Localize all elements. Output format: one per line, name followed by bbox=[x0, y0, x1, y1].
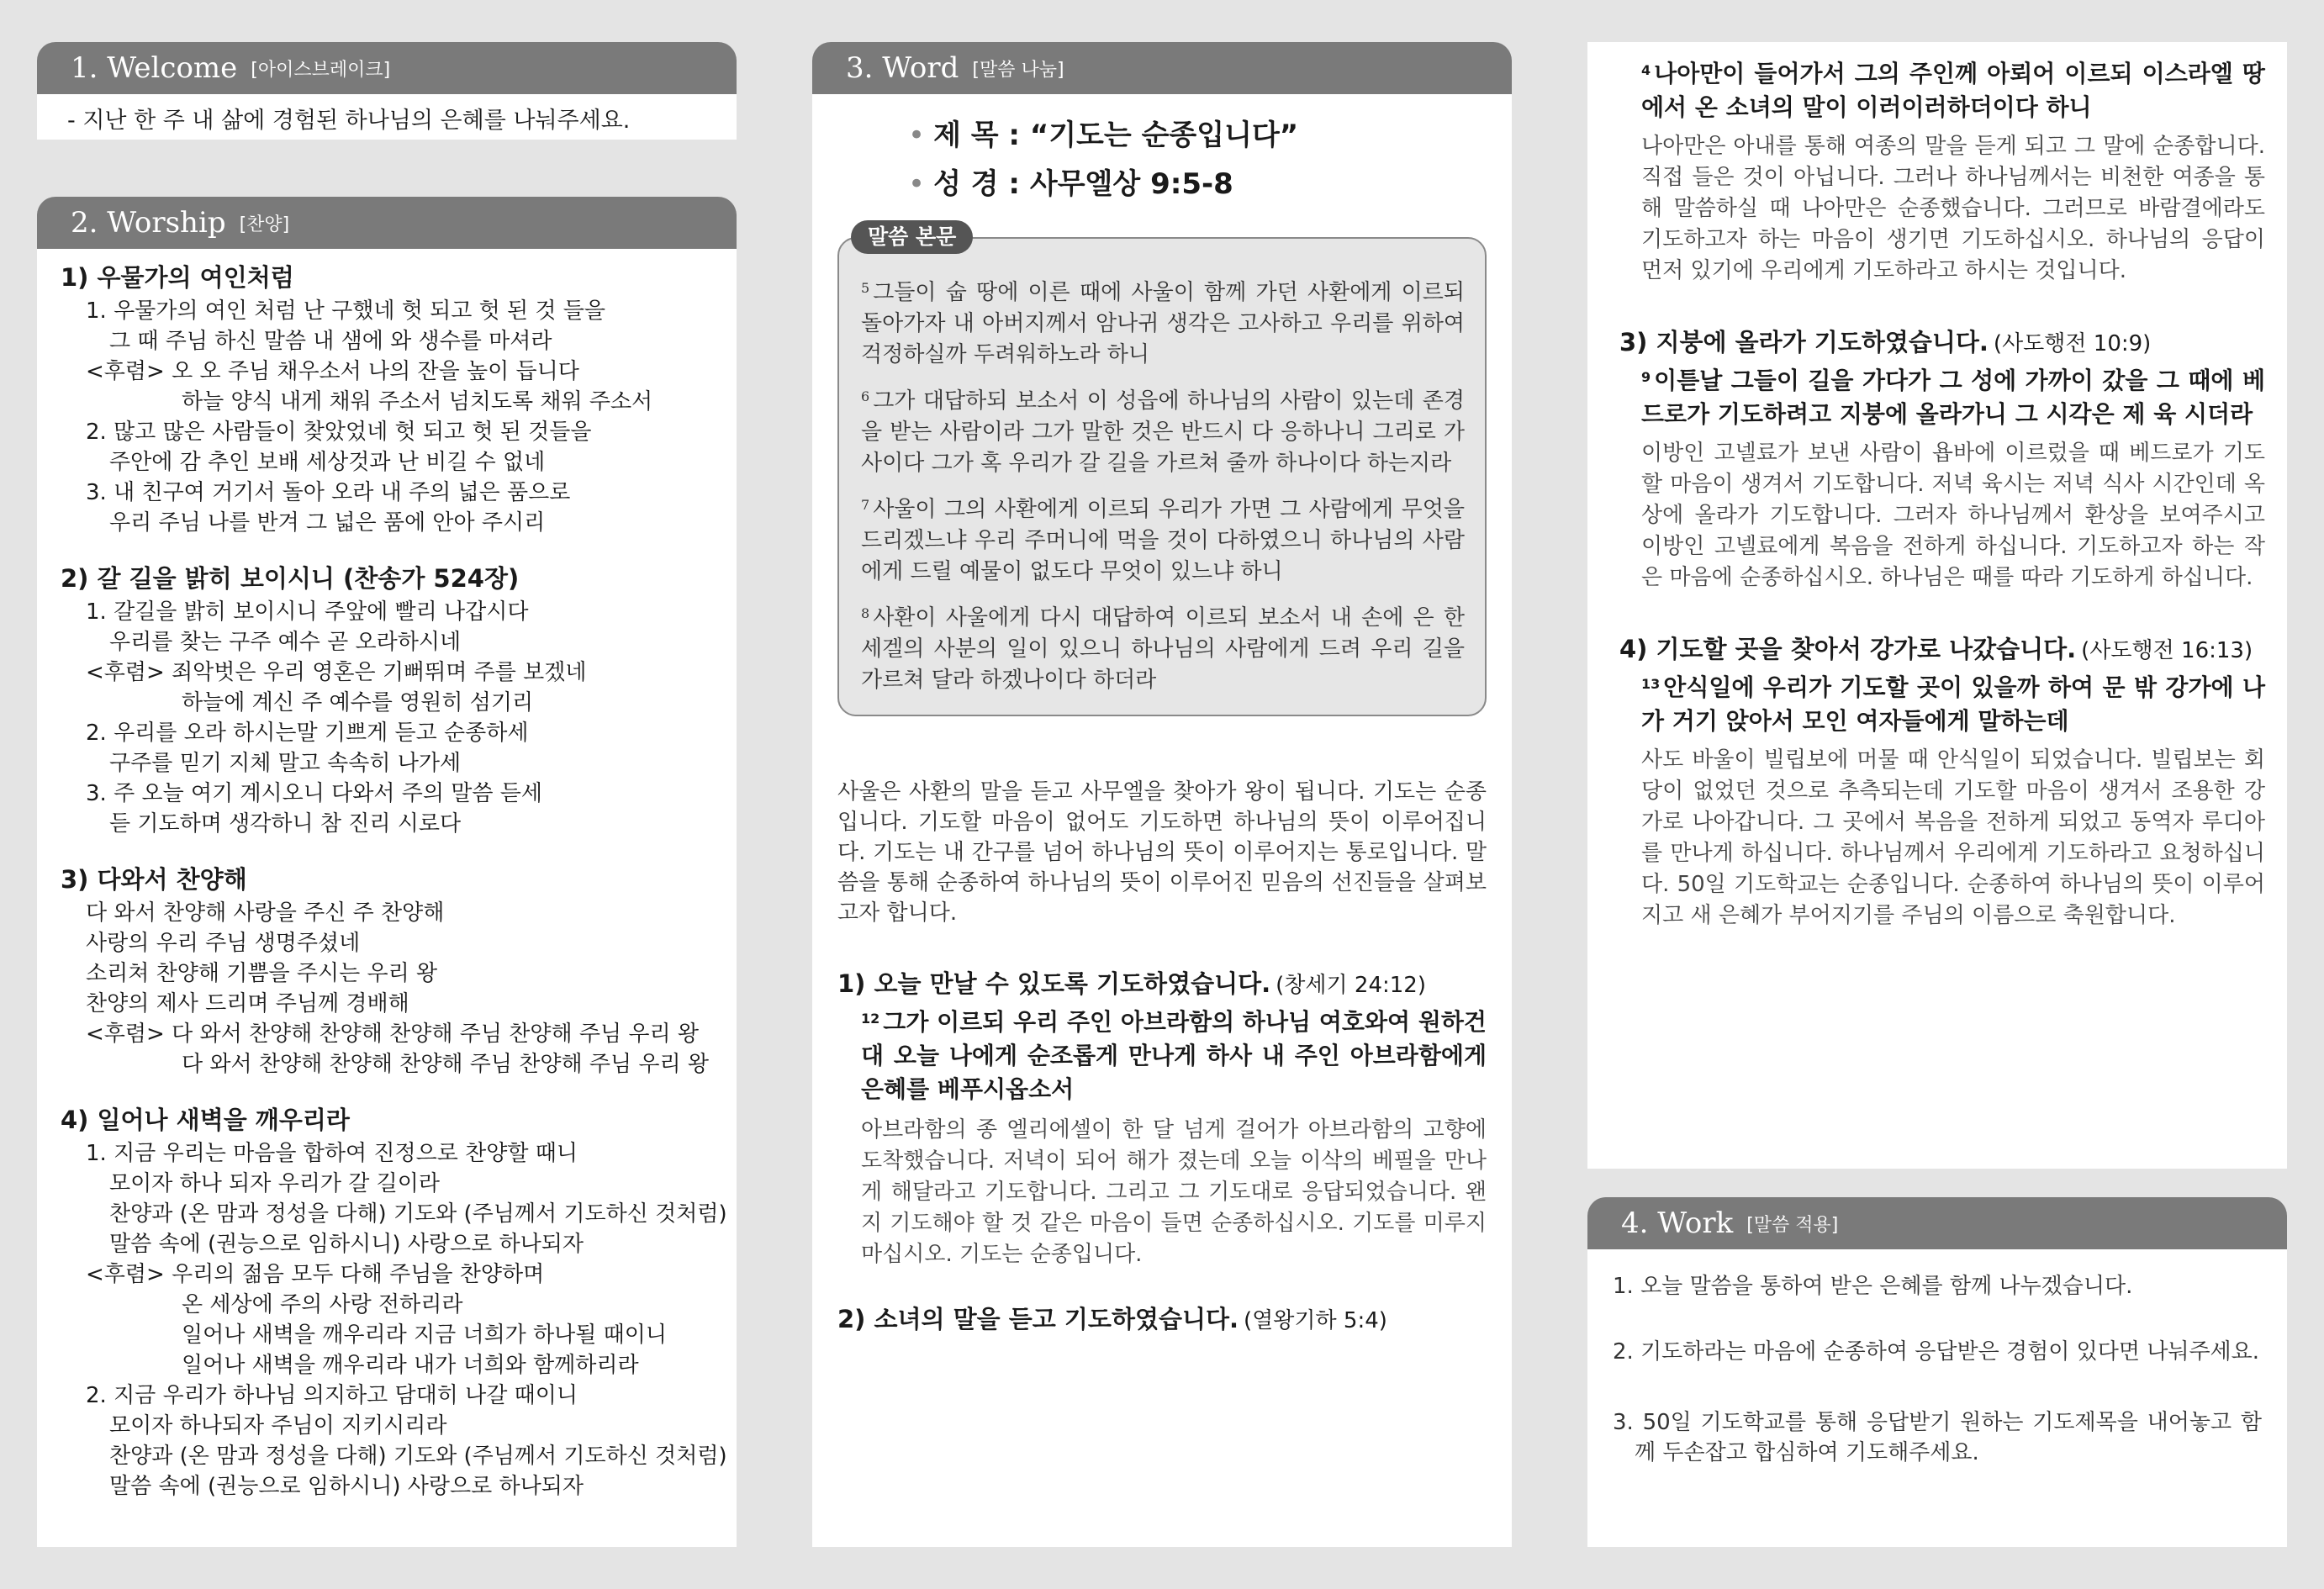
welcome-title: 1. Welcome bbox=[71, 51, 238, 85]
welcome-text: - 지난 한 주 내 삶에 경험된 하나님의 은혜를 나눠주세요. bbox=[67, 108, 631, 134]
song-line: 다 와서 찬양해 사랑을 주신 주 찬양해 bbox=[86, 900, 445, 926]
song-title: 2) 갈 길을 밝히 보이시니 (찬송가 524장) bbox=[61, 564, 520, 593]
point-4-ref: (사도행전 16:13) bbox=[2081, 638, 2253, 663]
work-item-3: 3. 50일 기도학교를 통해 응답받기 원하는 기도제목을 내어놓고 함께 두손잡고 합심하여 기도해주세요. bbox=[1613, 1410, 2262, 1465]
song-line: 구주를 믿기 지체 말고 속속히 나가세 bbox=[109, 751, 462, 776]
welcome-subtitle: [아이스브레이크] bbox=[251, 59, 391, 81]
song-line: 1. 갈길을 밝히 보이시니 주앞에 빨리 나갑시다 bbox=[86, 599, 529, 625]
song-line: 2. 지금 우리가 하나님 의지하고 담대히 나갈 때이니 bbox=[86, 1383, 578, 1408]
song-line: 3. 내 친구여 거기서 돌아 오라 내 주의 넓은 품으로 bbox=[86, 480, 571, 505]
point-1 bbox=[837, 967, 1487, 1270]
song-line: 주안에 감 추인 보배 세상것과 난 비길 수 없네 bbox=[109, 450, 546, 475]
song-4 bbox=[61, 1103, 727, 1502]
song-line: 말씀 속에 (권능으로 임하시니) 사랑으로 하나되자 bbox=[109, 1232, 584, 1257]
song-line: 우리를 찾는 구주 예수 곧 오라하시네 bbox=[109, 630, 462, 655]
song-line: 그 때 주님 하신 말씀 내 샘에 와 생수를 마셔라 bbox=[109, 329, 552, 354]
point-1-ref: (창세기 24:12) bbox=[1276, 973, 1426, 998]
sermon-intro: 사울은 사환의 말을 듣고 사무엘을 찾아가 왕이 됩니다. 기도는 순종입니다. 기도할 마음이 없어도 기도하면 하나님의 뜻이 이루어집니다. 기도는 내 간구를 넘어 하나님의 뜻이 이루어지는 통로입니다. 말씀을 통해 순종하여 하나님의 뜻이 이루어진 믿음의 선진들을 살펴보고자 합니다. bbox=[837, 779, 1487, 926]
song-line: 1. 지금 우리는 마음을 합하여 진정으로 찬양할 때니 bbox=[86, 1141, 578, 1166]
point-1-explanation: 아브라함의 종 엘리에셀이 한 달 넘게 걸어가 아브라함의 고향에 도착했습니다. 저녁이 되어 해가 졌는데 오늘 이삭의 베필을 만나게 해달라고 기도합니다. 그리고 그 기도대로 응답되었습니다. 왠지 기도해야 할 것 같은 마음이 들면 순종하십시오. 기도를 미루지 마십시오. 기도는 순종입니다. bbox=[861, 1117, 1487, 1267]
passage-label: 말씀 본문 bbox=[851, 220, 973, 254]
scripture-passage bbox=[837, 224, 1487, 716]
worship-title: 2. Worship bbox=[71, 206, 226, 240]
worship-subtitle: [찬양] bbox=[239, 214, 290, 235]
song-2 bbox=[61, 562, 710, 839]
point-4-verse: $^{13}$ 안식일에 우리가 기도할 곳이 있을까 하여 문 밖 강가에 나가 거기 앉아서 모인 여자들에게 말하는데 bbox=[1641, 673, 2265, 735]
song-line: 소리쳐 찬양해 기쁨을 주시는 우리 왕 bbox=[86, 961, 438, 986]
passage-verse: $^8$ 사환이 사울에게 다시 대답하여 이르되 보소서 내 손에 은 한 세겔의 사분의 일이 있으니 하나님의 사람에게 드려 우리 길을 가르쳐 달라 하겠나이다 하더라 bbox=[861, 605, 1465, 693]
word-title: 3. Word bbox=[846, 51, 959, 85]
sermon-scripture: • 성 경 : 사무엘상 9:5-8 bbox=[908, 167, 1233, 201]
song-title: 1) 우물가의 여인처럼 bbox=[61, 263, 294, 292]
song-line: 1. 우물가의 여인 처럼 난 구했네 헛 되고 헛 된 것 들을 bbox=[86, 298, 606, 324]
point-2-ref: (열왕기하 5:4) bbox=[1244, 1308, 1387, 1333]
point-4-heading: 4) 기도할 곳을 찾아서 강가로 나갔습니다. bbox=[1619, 635, 2077, 663]
song-line: 찬양과 (온 맘과 정성을 다해) 기도와 (주님께서 기도하신 것처럼) bbox=[109, 1444, 727, 1469]
point-2-heading: 2) 소녀의 말을 듣고 기도하였습니다. bbox=[837, 1305, 1239, 1333]
song-line: <후렴> 오 오 주님 채우소서 나의 잔을 높이 듭니다 bbox=[86, 359, 579, 384]
song-line: 말씀 속에 (권능으로 임하시니) 사랑으로 하나되자 bbox=[109, 1474, 584, 1499]
worship-section bbox=[37, 197, 737, 1547]
point-2-explanation: 나아만은 아내를 통해 여종의 말을 듣게 되고 그 말에 순종합니다. 직접 들은 것이 아닙니다. 그러나 하나님께서는 비천한 여종을 통해 말씀하실 때 나아만은 순종했습니다. 그러므로 바람결에라도 기도하고자 하는 마음이 생기면 기도하십시오. 하나님의 응답이 먼저 있기에 우리에게 기도하라고 하시는 것입니다. bbox=[1641, 134, 2265, 283]
word-continued-section bbox=[1587, 42, 2287, 1169]
passage-verse: $^7$ 사울이 그의 사환에게 이르되 우리가 가면 그 사람에게 무엇을 드리겠느냐 우리 주머니에 먹을 것이 다하였으니 하나님의 사람에게 드릴 예물이 없도다 무엇이 있느냐 하니 bbox=[861, 497, 1465, 584]
song-line: 일어나 새벽을 깨우리라 지금 너희가 하나될 때이니 bbox=[182, 1322, 668, 1348]
song-line: 일어나 새벽을 깨우리라 내가 너희와 함께하리라 bbox=[182, 1353, 639, 1378]
song-line: 모이자 하나 되자 우리가 갈 길이라 bbox=[109, 1171, 440, 1196]
song-line: 하늘에 계신 주 예수를 영원히 섬기리 bbox=[182, 690, 534, 715]
song-1 bbox=[61, 261, 710, 538]
song-line: 다 와서 찬양해 찬양해 찬양해 주님 찬양해 주님 우리 왕 bbox=[182, 1052, 709, 1077]
work-item-1: 1. 오늘 말씀을 통하여 받은 은혜를 함께 나누겠습니다. bbox=[1613, 1274, 2133, 1299]
welcome-header bbox=[37, 42, 737, 94]
passage-verse: $^5$ 그들이 숩 땅에 이른 때에 사울이 함께 가던 사환에게 이르되 돌아가자 내 아버지께서 암나귀 생각은 고사하고 우리를 위하여 걱정하실까 두려워하노라 하니 bbox=[861, 280, 1465, 367]
song-line: 모이자 하나되자 주님이 지키시리라 bbox=[109, 1413, 447, 1439]
word-subtitle: [말씀 나눔] bbox=[972, 59, 1064, 81]
word-section bbox=[812, 42, 1512, 1547]
word-header bbox=[812, 42, 1512, 94]
song-line: 3. 주 오늘 여기 계시오니 다와서 주의 말씀 듣세 bbox=[86, 781, 543, 806]
welcome-section bbox=[37, 42, 737, 140]
song-line: <후렴> 죄악벗은 우리 영혼은 기뻐뛰며 주를 보겠네 bbox=[86, 660, 587, 685]
work-header bbox=[1587, 1197, 2287, 1249]
work-section bbox=[1587, 1197, 2287, 1547]
song-line: 온 세상에 주의 사랑 전하리라 bbox=[182, 1292, 463, 1317]
work-title: 4. Work bbox=[1621, 1206, 1734, 1240]
point-1-heading: 1) 오늘 만날 수 있도록 기도하였습니다. bbox=[837, 969, 1271, 998]
song-line: 찬양의 제사 드리며 주님께 경배해 bbox=[86, 991, 409, 1016]
song-line: <후렴> 우리의 젊음 모두 다해 주님을 찬양하며 bbox=[86, 1262, 545, 1287]
passage-verse: $^6$ 그가 대답하되 보소서 이 성읍에 하나님의 사람이 있는데 존경을 받는 사람이라 그가 말한 것은 반드시 다 응하나니 그리로 가사이다 그가 혹 우리가 갈 길을 가르쳐 줄까 하나이다 하는지라 bbox=[861, 388, 1465, 476]
song-line: 2. 우리를 오라 하시는말 기쁘게 듣고 순종하세 bbox=[86, 721, 529, 746]
work-item-2: 2. 기도하라는 마음에 순종하여 응답받은 경험이 있다면 나눠주세요. bbox=[1613, 1339, 2260, 1365]
point-4 bbox=[1619, 632, 2265, 932]
sermon-topic: • 제 목 : “기도는 순종입니다” bbox=[908, 119, 1299, 152]
point-2-verse: $^4$ 나아만이 들어가서 그의 주인께 아뢰어 이르되 이스라엘 땅에서 온 소녀의 말이 이러이러하더이다 하니 bbox=[1641, 60, 2265, 121]
worship-header bbox=[37, 197, 737, 249]
point-3-heading: 3) 지붕에 올라가 기도하였습니다. bbox=[1619, 328, 1989, 356]
point-1-verse: $^{12}$ 그가 이르되 우리 주인 아브라함의 하나님 여호와여 원하건대 오늘 나에게 순조롭게 만나게 하사 내 주인 아브라함에게 은혜를 베푸시옵소서 bbox=[861, 1008, 1487, 1103]
point-3-ref: (사도행전 10:9) bbox=[1993, 331, 2152, 356]
song-line: 2. 많고 많은 사람들이 찾았었네 헛 되고 헛 된 것들을 bbox=[86, 420, 592, 445]
point-3 bbox=[1619, 325, 2265, 594]
song-list bbox=[37, 249, 737, 1502]
song-title: 4) 일어나 새벽을 깨우리라 bbox=[61, 1106, 350, 1134]
song-line: 듣 기도하며 생각하니 참 진리 시로다 bbox=[109, 811, 462, 837]
song-title: 3) 다와서 찬양해 bbox=[61, 865, 247, 894]
song-line: 하늘 양식 내게 채워 주소서 넘치도록 채워 주소서 bbox=[182, 389, 653, 414]
song-3 bbox=[61, 863, 710, 1080]
point-2-heading-block bbox=[837, 1302, 1487, 1338]
song-line: 우리 주님 나를 반겨 그 넓은 품에 안아 주시리 bbox=[109, 510, 546, 536]
point-3-verse: $^9$ 이튿날 그들이 길을 가다가 그 성에 가까이 갔을 그 때에 베드로가 기도하려고 지붕에 올라가니 그 시각은 제 육 시더라 bbox=[1641, 367, 2265, 428]
work-subtitle: [말씀 적용] bbox=[1746, 1214, 1839, 1236]
point-4-explanation: 사도 바울이 빌립보에 머물 때 안식일이 되었습니다. 빌립보는 회당이 없었던 것으로 추측되는데 기도할 마음이 생겨서 조용한 강가로 나아갑니다. 그 곳에서 복음을 전하게 되었고 동역자 루디아를 만나게 하십니다. 하나님께서 우리에게 기도하라고 요청하십니다. 50일 기도학교는 순종입니다. 순종하여 하나님의 뜻이 이루어지고 새 은혜가 부어지기를 주님의 이름으로 축원합니다. bbox=[1641, 747, 2265, 928]
song-line: 사랑의 우리 주님 생명주셨네 bbox=[86, 931, 361, 956]
song-line: 찬양과 (온 맘과 정성을 다해) 기도와 (주님께서 기도하신 것처럼) bbox=[109, 1201, 727, 1227]
point-3-explanation: 이방인 고넬료가 보낸 사람이 욥바에 이르렀을 때 베드로가 기도할 마음이 생겨서 기도합니다. 저녁 육시는 저녁 식사 시간인데 옥상에 올라가 기도합니다. 그러자 하나님께서 환상을 보여주시고 이방인 고넬료에게 복음을 전하게 하십니다. 기도하고자 하는 작은 마음에 순종하십시오. 하나님은 때를 따라 기도하게 하십니다. bbox=[1641, 441, 2265, 590]
song-line: <후렴> 다 와서 찬양해 찬양해 찬양해 주님 찬양해 주님 우리 왕 bbox=[86, 1022, 700, 1047]
